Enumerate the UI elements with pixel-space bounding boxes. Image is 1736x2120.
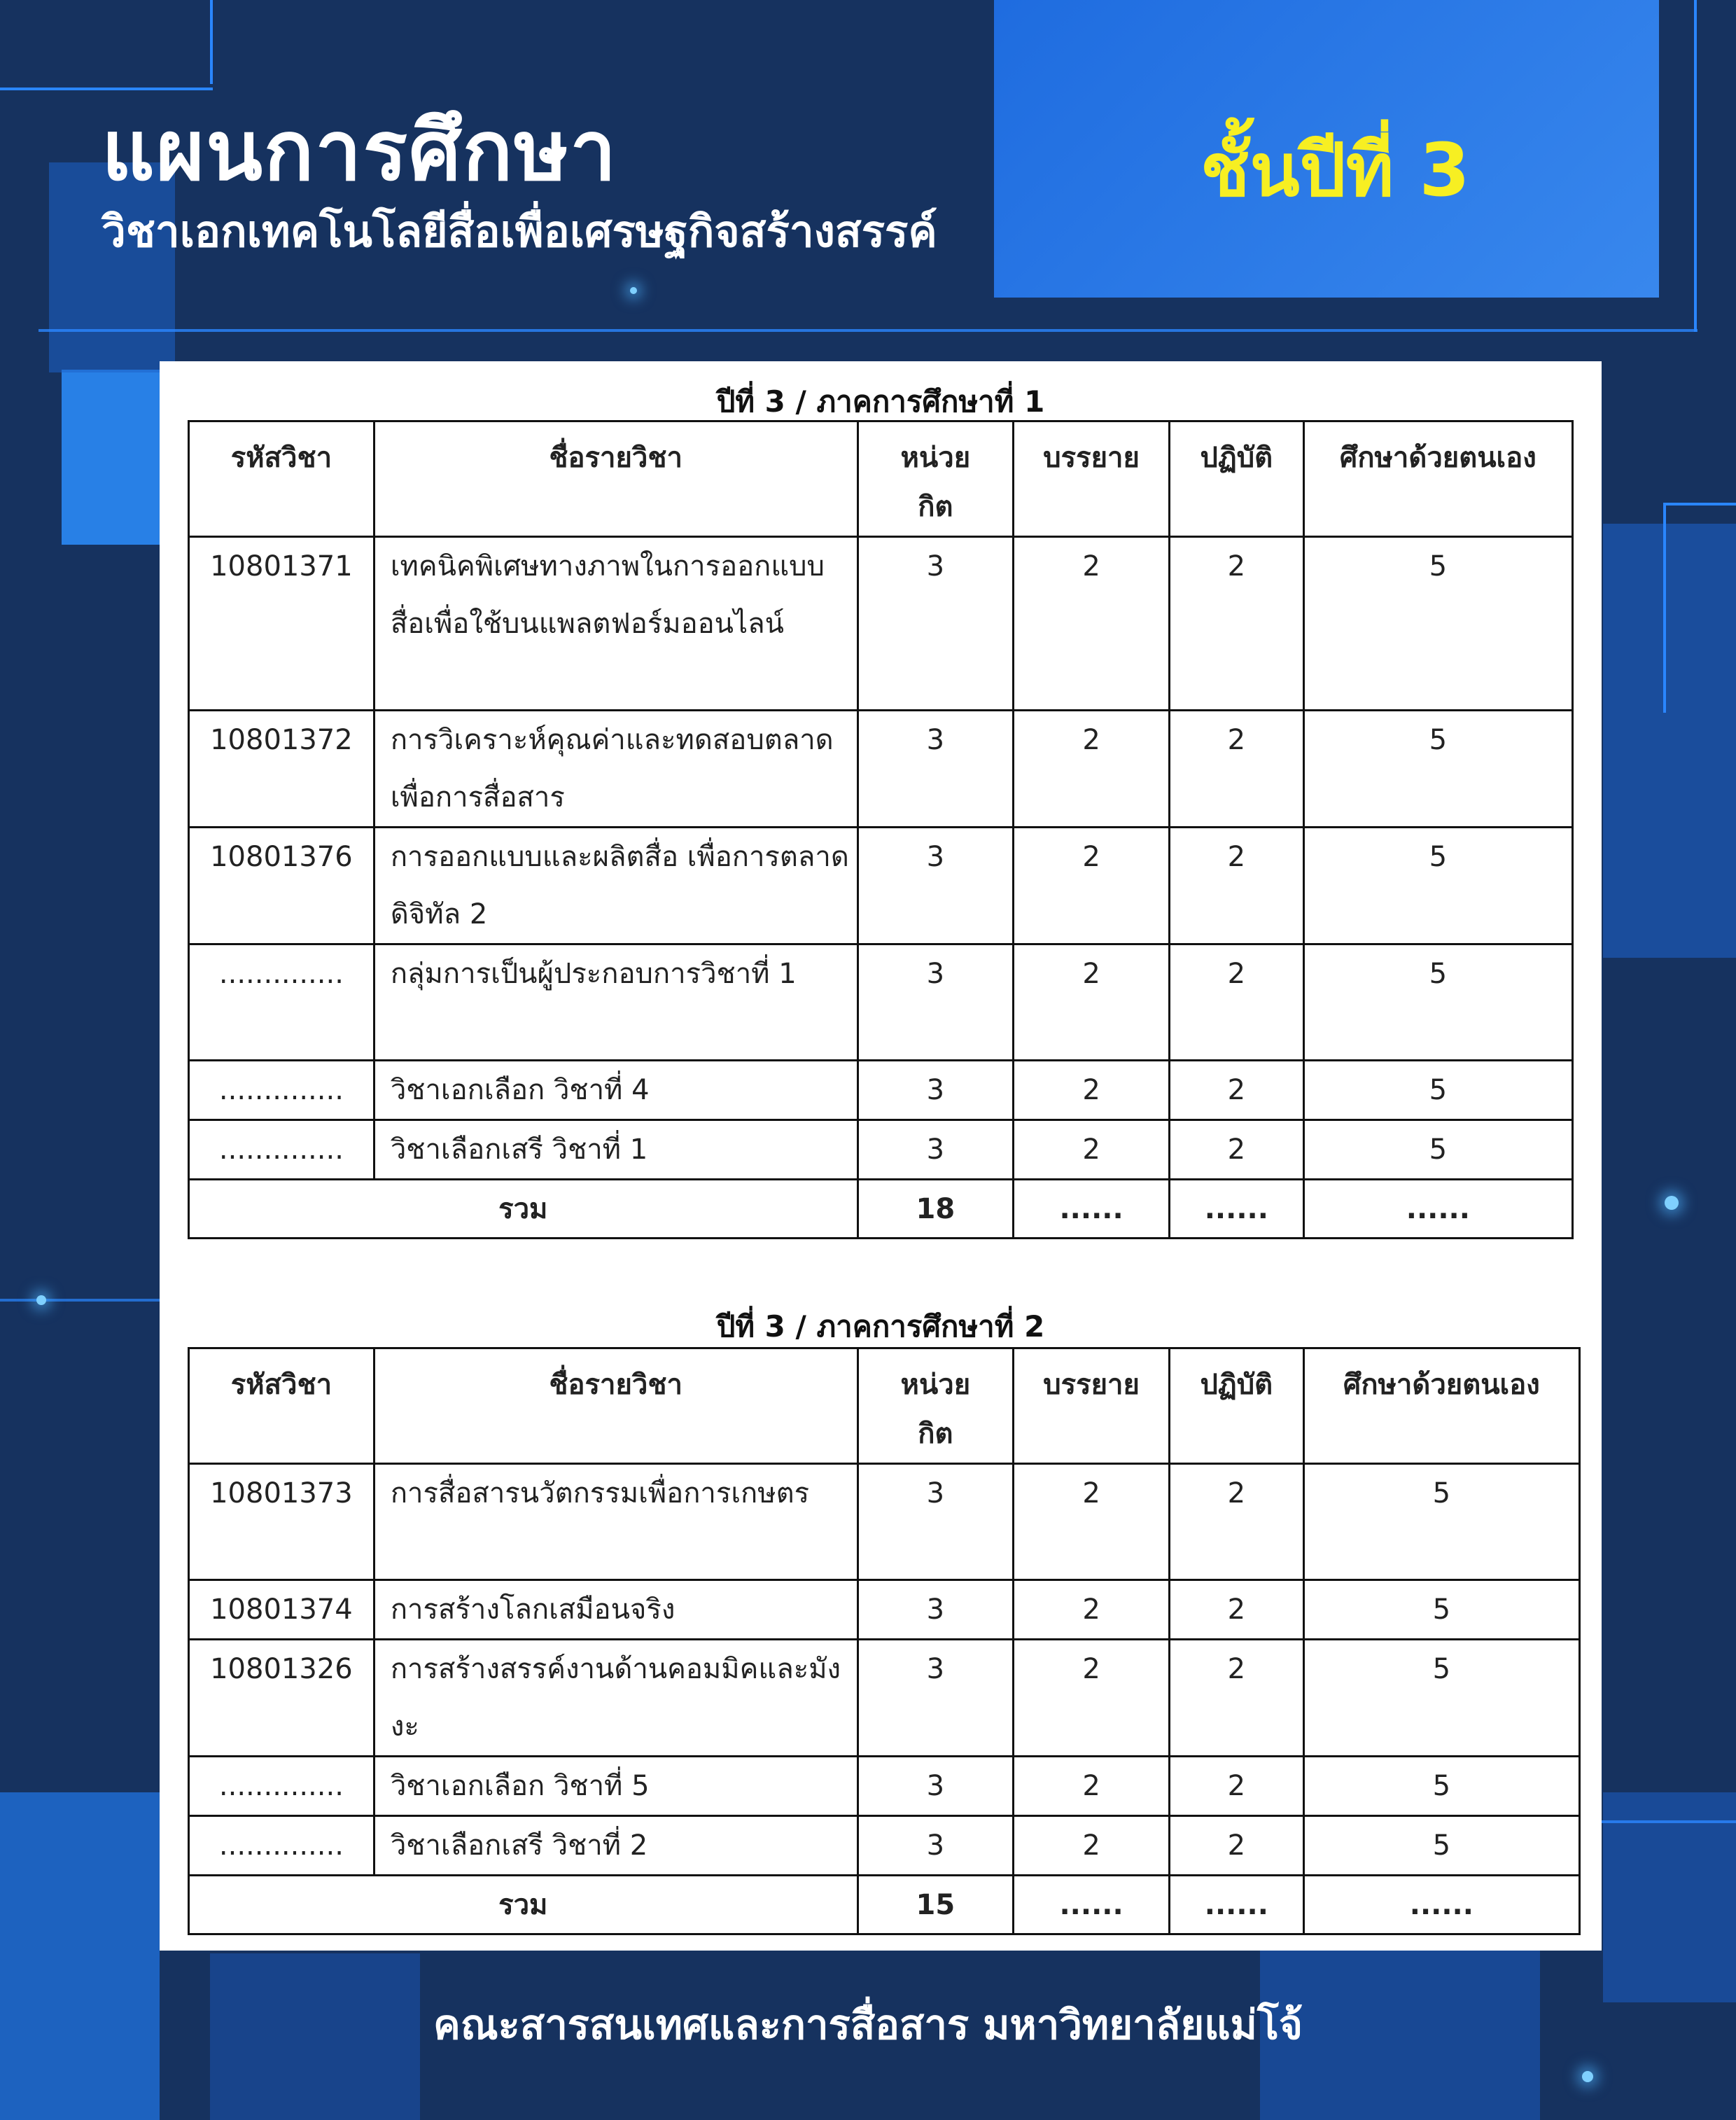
total-row bbox=[189, 1180, 1573, 1239]
course-credits: 3 bbox=[858, 1757, 1014, 1816]
course-credits: 3 bbox=[858, 1580, 1014, 1640]
col-name: ชื่อรายวิชา bbox=[374, 1348, 858, 1464]
course-practice: 2 bbox=[1169, 1061, 1303, 1120]
table-header-row bbox=[189, 1348, 1580, 1464]
course-credits: 3 bbox=[858, 1640, 1014, 1757]
table-row bbox=[189, 1464, 1580, 1580]
course-self-study: 5 bbox=[1303, 537, 1572, 711]
course-name: เทคนิคพิเศษทางภาพในการออกแบบสื่อเพื่อใช้บนแพลตฟอร์มออนไลน์ bbox=[374, 537, 858, 711]
course-name: วิชาเลือกเสรี วิชาที่ 2 bbox=[374, 1816, 858, 1876]
course-lecture: 2 bbox=[1014, 537, 1170, 711]
col-name: ชื่อรายวิชา bbox=[374, 421, 858, 537]
total-practice: ...... bbox=[1169, 1180, 1303, 1239]
total-self-study: ...... bbox=[1303, 1180, 1572, 1239]
table-row bbox=[189, 1120, 1573, 1180]
course-self-study: 5 bbox=[1303, 1640, 1579, 1757]
col-credits: หน่วย กิต bbox=[858, 421, 1014, 537]
course-practice: 2 bbox=[1169, 828, 1303, 944]
col-lecture: บรรยาย bbox=[1014, 1348, 1170, 1464]
course-credits: 3 bbox=[858, 1464, 1014, 1580]
semester-1-title: ปีที่ 3 / ภาคการศึกษาที่ 1 bbox=[716, 384, 1045, 419]
table-row bbox=[189, 1061, 1573, 1120]
col-code: รหัสวิชา bbox=[189, 1348, 374, 1464]
faculty-footer: คณะสารสนเทศและการสื่อสาร มหาวิทยาลัยแม่โจ้ bbox=[433, 2001, 1303, 2049]
course-self-study: 5 bbox=[1303, 1757, 1579, 1816]
course-name: การสื่อสารนวัตกรรมเพื่อการเกษตร bbox=[374, 1464, 858, 1580]
course-self-study: 5 bbox=[1303, 1580, 1579, 1640]
total-row bbox=[189, 1876, 1580, 1934]
course-code: 10801372 bbox=[189, 711, 374, 828]
course-credits: 3 bbox=[858, 828, 1014, 944]
course-self-study: 5 bbox=[1303, 1816, 1579, 1876]
course-self-study: 5 bbox=[1303, 1061, 1572, 1120]
course-practice: 2 bbox=[1169, 1757, 1303, 1816]
study-plan-document bbox=[160, 361, 1602, 1951]
course-code: .............. bbox=[189, 1757, 374, 1816]
col-practice: ปฏิบัติ bbox=[1169, 1348, 1303, 1464]
course-name: กลุ่มการเป็นผู้ประกอบการวิชาที่ 1 bbox=[374, 944, 858, 1061]
total-self-study: ...... bbox=[1303, 1876, 1579, 1934]
course-practice: 2 bbox=[1169, 1120, 1303, 1180]
course-lecture: 2 bbox=[1014, 711, 1170, 828]
total-practice: ...... bbox=[1169, 1876, 1303, 1934]
course-name: การสร้างโลกเสมือนจริง bbox=[374, 1580, 858, 1640]
table-row bbox=[189, 1816, 1580, 1876]
course-name: วิชาเอกเลือก วิชาที่ 5 bbox=[374, 1757, 858, 1816]
course-practice: 2 bbox=[1169, 1580, 1303, 1640]
course-code: .............. bbox=[189, 1816, 374, 1876]
table-row bbox=[189, 828, 1573, 944]
course-practice: 2 bbox=[1169, 944, 1303, 1061]
course-code: .............. bbox=[189, 1120, 374, 1180]
total-lecture: ...... bbox=[1014, 1180, 1170, 1239]
course-lecture: 2 bbox=[1014, 1120, 1170, 1180]
col-practice: ปฏิบัติ bbox=[1169, 421, 1303, 537]
total-label: รวม bbox=[189, 1876, 858, 1934]
course-code: 10801374 bbox=[189, 1580, 374, 1640]
course-code: 10801371 bbox=[189, 537, 374, 711]
table-header-row bbox=[189, 421, 1573, 537]
major-subtitle: วิชาเอกเทคโนโลยีสื่อเพื่อเศรษฐกิจสร้างสรรค์ bbox=[102, 206, 937, 257]
course-self-study: 5 bbox=[1303, 944, 1572, 1061]
course-lecture: 2 bbox=[1014, 1464, 1170, 1580]
course-code: 10801376 bbox=[189, 828, 374, 944]
course-name: การออกแบบและผลิตสื่อ เพื่อการตลาดดิจิทัล 2 bbox=[374, 828, 858, 944]
course-self-study: 5 bbox=[1303, 828, 1572, 944]
total-label: รวม bbox=[189, 1180, 858, 1239]
course-name: การสร้างสรรค์งานด้านคอมมิคและมังงะ bbox=[374, 1640, 858, 1757]
course-name: วิชาเอกเลือก วิชาที่ 4 bbox=[374, 1061, 858, 1120]
course-practice: 2 bbox=[1169, 1640, 1303, 1757]
col-lecture: บรรยาย bbox=[1014, 421, 1170, 537]
course-credits: 3 bbox=[858, 537, 1014, 711]
course-practice: 2 bbox=[1169, 1816, 1303, 1876]
table-row bbox=[189, 537, 1573, 711]
course-name: การวิเคราะห์คุณค่าและทดสอบตลาดเพื่อการสื่อสาร bbox=[374, 711, 858, 828]
course-self-study: 5 bbox=[1303, 1120, 1572, 1180]
course-code: 10801373 bbox=[189, 1464, 374, 1580]
course-practice: 2 bbox=[1169, 1464, 1303, 1580]
course-lecture: 2 bbox=[1014, 1816, 1170, 1876]
course-self-study: 5 bbox=[1303, 711, 1572, 828]
course-credits: 3 bbox=[858, 1120, 1014, 1180]
course-credits: 3 bbox=[858, 1061, 1014, 1120]
course-lecture: 2 bbox=[1014, 1061, 1170, 1120]
course-lecture: 2 bbox=[1014, 1757, 1170, 1816]
table-row bbox=[189, 1757, 1580, 1816]
year-label: ชั้นปีที่ 3 bbox=[1200, 127, 1470, 213]
semester-2-title: ปีที่ 3 / ภาคการศึกษาที่ 2 bbox=[716, 1309, 1045, 1344]
course-lecture: 2 bbox=[1014, 828, 1170, 944]
course-credits: 3 bbox=[858, 711, 1014, 828]
table-row bbox=[189, 1580, 1580, 1640]
course-code: .............. bbox=[189, 944, 374, 1061]
page-title: แผนการศึกษา bbox=[102, 102, 618, 199]
course-credits: 3 bbox=[858, 1816, 1014, 1876]
course-credits: 3 bbox=[858, 944, 1014, 1061]
total-credits: 18 bbox=[858, 1180, 1014, 1239]
table-row bbox=[189, 1640, 1580, 1757]
table-row bbox=[189, 944, 1573, 1061]
course-practice: 2 bbox=[1169, 537, 1303, 711]
course-lecture: 2 bbox=[1014, 1640, 1170, 1757]
course-lecture: 2 bbox=[1014, 944, 1170, 1061]
course-name: วิชาเลือกเสรี วิชาที่ 1 bbox=[374, 1120, 858, 1180]
total-credits: 15 bbox=[858, 1876, 1014, 1934]
semester-1-table bbox=[188, 420, 1574, 1239]
col-code: รหัสวิชา bbox=[189, 421, 374, 537]
col-credits: หน่วย กิต bbox=[858, 1348, 1014, 1464]
course-self-study: 5 bbox=[1303, 1464, 1579, 1580]
course-code: 10801326 bbox=[189, 1640, 374, 1757]
table-row bbox=[189, 711, 1573, 828]
total-lecture: ...... bbox=[1014, 1876, 1170, 1934]
course-lecture: 2 bbox=[1014, 1580, 1170, 1640]
course-practice: 2 bbox=[1169, 711, 1303, 828]
col-self-study: ศึกษาด้วยตนเอง bbox=[1303, 1348, 1579, 1464]
semester-2-table bbox=[188, 1347, 1581, 1935]
col-self-study: ศึกษาด้วยตนเอง bbox=[1303, 421, 1572, 537]
course-code: .............. bbox=[189, 1061, 374, 1120]
